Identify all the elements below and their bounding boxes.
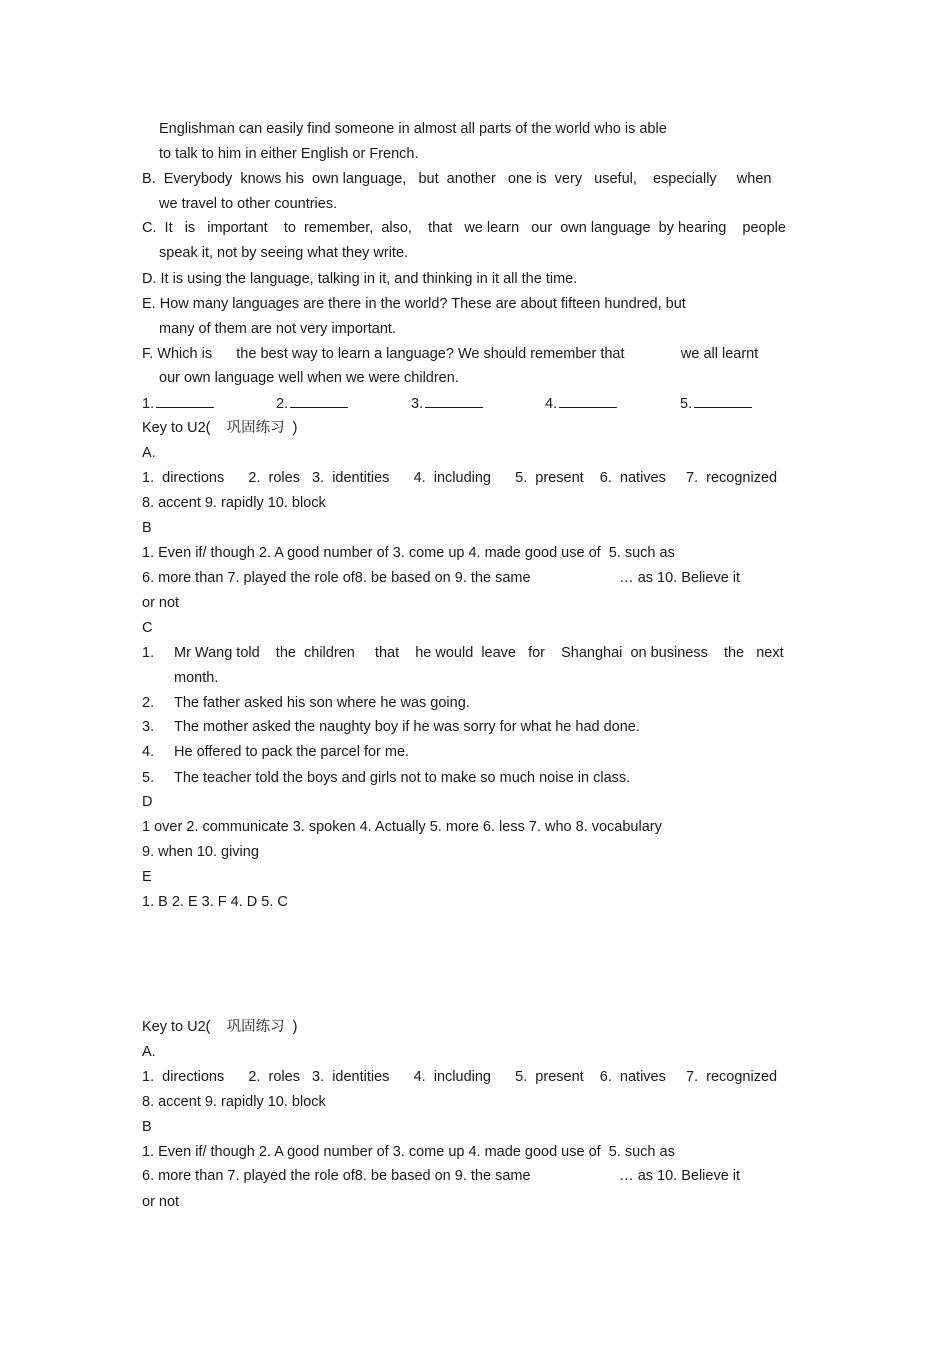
answer-blank-number: 4.	[545, 396, 558, 412]
key-c-item-number: 4.	[142, 744, 155, 760]
key-section-b-line-2: 6. more than 7. played the role of8. be based on 9. the same … as 10. Believe it	[142, 1168, 741, 1184]
key-section-e-label: E	[142, 869, 152, 885]
key-section-d-label: D	[142, 794, 153, 810]
key-c-item-text: The mother asked the naughty boy if he was sorry for what he had done.	[174, 719, 640, 735]
option-e-line-2: many of them are not very important.	[159, 321, 396, 337]
option-f-line-1: F. Which is the best way to learn a language? We should remember that we all learnt	[142, 346, 759, 362]
blank-line	[425, 395, 483, 408]
key-section-a-line-2: 8. accent 9. rapidly 10. block	[142, 495, 326, 511]
key-c-item-text: The teacher told the boys and girls not to make so much noise in class.	[174, 770, 631, 786]
answer-blank-number: 1.	[142, 396, 155, 412]
option-d-line-1: D. It is using the language, talking in it, and thinking in it all the time.	[142, 271, 578, 287]
key-section-b-line-2: 6. more than 7. played the role of8. be based on 9. the same … as 10. Believe it	[142, 570, 741, 586]
key-title: Key to U2( 巩固练习 )	[142, 420, 298, 436]
key-section-d-line-1: 1 over 2. communicate 3. spoken 4. Actually 5. more 6. less 7. who 8. vocabulary	[142, 819, 662, 835]
key-c-item-text: The father asked his son where he was going.	[174, 695, 470, 711]
answer-blank-4[interactable]	[545, 395, 617, 413]
key-section-d-line-2: 9. when 10. giving	[142, 844, 259, 860]
blank-line	[694, 395, 752, 408]
key-section-a-line-1: 1. directions 2. roles 3. identities 4. including 5. present 6. natives 7. recognized	[142, 470, 778, 486]
key-section-a-label: A.	[142, 1044, 156, 1060]
key-title: Key to U2( 巩固练习 )	[142, 1019, 298, 1035]
answer-blank-3[interactable]	[411, 395, 483, 413]
answer-blank-number: 3.	[411, 396, 424, 412]
key-c-item-text: Mr Wang told the children that he would leave for Shanghai on business the next	[174, 645, 784, 661]
option-f-line-2: our own language well when we were children.	[159, 370, 459, 386]
blank-line	[559, 395, 617, 408]
option-c-line-2: speak it, not by seeing what they write.	[159, 245, 409, 261]
option-a-continued-line-1: Englishman can easily find someone in almost all parts of the world who is able	[159, 121, 667, 137]
key-section-c-label: C	[142, 620, 153, 636]
key-c-item-number: 5.	[142, 770, 155, 786]
key-section-a-label: A.	[142, 445, 156, 461]
answer-blank-1[interactable]	[142, 395, 214, 413]
key-section-a-line-2: 8. accent 9. rapidly 10. block	[142, 1094, 326, 1110]
option-b-line-1: B. Everybody knows his own language, but another one is very useful, especially when	[142, 171, 772, 187]
answer-blank-2[interactable]	[276, 395, 348, 413]
key-section-b-line-1: 1. Even if/ though 2. A good number of 3. come up 4. made good use of 5. such as	[142, 545, 675, 561]
blank-line	[290, 395, 348, 408]
key-c-item-number: 3.	[142, 719, 155, 735]
option-c-line-1: C. It is important to remember, also, that we learn our own language by hearing people	[142, 220, 786, 236]
answer-blank-number: 5.	[680, 396, 693, 412]
key-section-b-line-1: 1. Even if/ though 2. A good number of 3. come up 4. made good use of 5. such as	[142, 1144, 675, 1160]
key-section-e-line-1: 1. B 2. E 3. F 4. D 5. C	[142, 894, 288, 910]
key-section-b-line-3: or not	[142, 1194, 180, 1210]
option-b-line-2: we travel to other countries.	[159, 196, 338, 212]
option-a-continued-line-2: to talk to him in either English or French.	[159, 146, 419, 162]
key-section-b-label: B	[142, 520, 152, 536]
option-e-line-1: E. How many languages are there in the world? These are about fifteen hundred, but	[142, 296, 686, 312]
key-section-b-line-3: or not	[142, 595, 180, 611]
answer-blank-number: 2.	[276, 396, 289, 412]
blank-line	[156, 395, 214, 408]
key-section-b-label: B	[142, 1119, 152, 1135]
key-c-item-text: He offered to pack the parcel for me.	[174, 744, 410, 760]
key-c-item-text: month.	[174, 670, 219, 686]
answer-blank-5[interactable]	[680, 395, 752, 413]
key-section-a-line-1: 1. directions 2. roles 3. identities 4. including 5. present 6. natives 7. recognized	[142, 1069, 778, 1085]
key-c-item-number: 1.	[142, 645, 155, 661]
key-c-item-number: 2.	[142, 695, 155, 711]
